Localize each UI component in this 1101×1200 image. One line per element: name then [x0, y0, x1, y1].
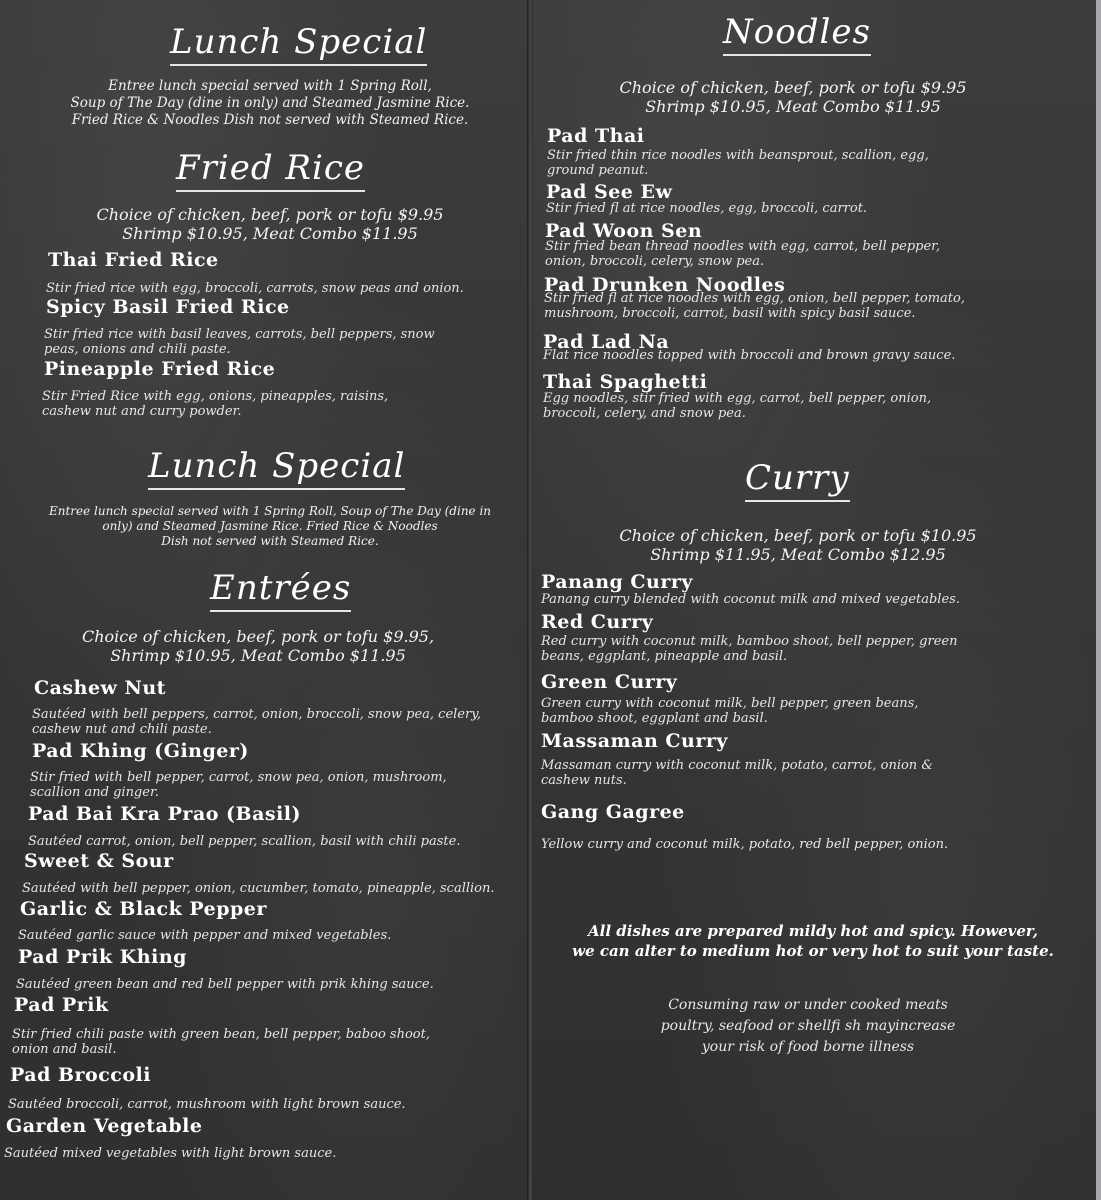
menu-item-name: Pineapple Fried Rice [44, 358, 276, 380]
menu-item-name: Pad See Ew [546, 181, 673, 203]
noodles-title: Noodles [723, 12, 871, 56]
menu-item-name: Pad Prik [14, 994, 109, 1016]
entrees-title: Entrées [210, 568, 351, 612]
menu-item-name: Massaman Curry [541, 730, 728, 752]
menu-item-description: Stir fried thin rice noodles with beansprout, scallion, egg, ground peanut. [547, 148, 929, 178]
noodles-pricing: Choice of chicken, beef, pork or tofu $9.95 Shrimp $10.95, Meat Combo $11.95 [619, 78, 967, 116]
menu-item-description: Sautéed broccoli, carrot, mushroom with light brown sauce. [8, 1097, 406, 1112]
menu-item-description: Sautéed green bean and red bell pepper with prik khing sauce. [16, 977, 434, 992]
menu-item-name: Pad Broccoli [10, 1064, 151, 1086]
menu-item-description: Stir fried rice with egg, broccoli, carrots, snow peas and onion. [46, 281, 464, 296]
entrees-pricing: Choice of chicken, beef, pork or tofu $9.95, Shrimp $10.95, Meat Combo $11.95 [81, 627, 435, 665]
menu-item-name: Pad Drunken Noodles [544, 274, 786, 296]
menu-item-name: Pad Prik Khing [18, 946, 187, 968]
menu-item-description: Sautéed with bell peppers, carrot, onion, broccoli, snow pea, celery, cashew nut and chili paste. [32, 707, 481, 737]
left-menu-page [0, 0, 528, 1200]
menu-item-description: Sautéed garlic sauce with pepper and mixed vegetables. [18, 928, 392, 943]
menu-item-name: Gang Gagree [541, 801, 685, 823]
right-menu-page [533, 0, 1096, 1200]
lunch-special-title: Lunch Special [148, 446, 405, 490]
menu-item-description: Green curry with coconut milk, bell pepper, green beans, bamboo shoot, eggplant and basil. [541, 696, 919, 726]
menu-item-description: Stir fried fl at rice noodles, egg, broccoli, carrot. [546, 201, 868, 216]
menu-item-description: Massaman curry with coconut milk, potato, carrot, onion & cashew nuts. [541, 758, 933, 788]
menu-item-name: Cashew Nut [34, 677, 166, 699]
menu-item-name: Pad Khing (Ginger) [32, 740, 249, 762]
menu-item-description: Stir fried with bell pepper, carrot, snow pea, onion, mushroom, scallion and ginger. [30, 770, 447, 800]
menu-item-description: Red curry with coconut milk, bamboo shoot, bell pepper, green beans, eggplant, pineapple and basil. [541, 634, 958, 664]
fried-rice-title: Fried Rice [176, 148, 365, 192]
menu-item-description: Stir fried chili paste with green bean, bell pepper, baboo shoot, onion and basil. [12, 1027, 430, 1057]
menu-item-description: Sautéed mixed vegetables with light brown sauce. [4, 1146, 337, 1161]
menu-item-description: Yellow curry and coconut milk, potato, red bell pepper, onion. [541, 837, 949, 852]
menu-item-name: Pad Bai Kra Prao (Basil) [28, 803, 302, 825]
lunch-special-note: Entree lunch special served with 1 Spring Roll, Soup of The Day (dine in only) and Steamed Jasmine Rice. Fried Rice & Noodles Dish not served with Steamed Rice. [70, 78, 470, 128]
menu-item-description: Egg noodles, stir fried with egg, carrot, bell pepper, onion, broccoli, celery, and snow pea. [543, 391, 932, 421]
menu-item-name: Sweet & Sour [24, 850, 174, 872]
menu-item-name: Panang Curry [541, 571, 693, 593]
menu-item-name: Spicy Basil Fried Rice [46, 296, 290, 318]
menu-item-description: Stir fried rice with basil leaves, carrots, bell peppers, snow peas, onions and chili paste. [44, 327, 435, 357]
menu-item-name: Green Curry [541, 671, 678, 693]
menu-item-description: Panang curry blended with coconut milk and mixed vegetables. [541, 592, 960, 607]
menu-item-name: Pad Lad Na [543, 331, 670, 353]
spice-level-notice: All dishes are prepared mildy hot and spicy. However, we can alter to medium hot or very hot to suit your taste. [572, 922, 1054, 960]
page-edge [1096, 0, 1101, 1200]
food-safety-disclaimer: Consuming raw or under cooked meats poultry, seafood or shellfi sh mayincrease your risk of food borne illness [660, 997, 956, 1055]
menu-item-description: Stir fried fl at rice noodles with egg, onion, bell pepper, tomato, mushroom, broccoli, carrot, basil with spicy basil sauce. [544, 291, 965, 321]
menu-item-name: Garden Vegetable [6, 1115, 203, 1137]
menu-item-name: Garlic & Black Pepper [20, 898, 267, 920]
menu-item-name: Red Curry [541, 611, 654, 633]
menu-item-description: Stir fried bean thread noodles with egg, carrot, bell pepper, onion, broccoli, celery, snow pea. [545, 239, 941, 269]
curry-pricing: Choice of chicken, beef, pork or tofu $10.95 Shrimp $11.95, Meat Combo $12.95 [619, 526, 977, 564]
menu-item-description: Stir Fried Rice with egg, onions, pineapples, raisins, cashew nut and curry powder. [42, 389, 389, 419]
lunch-special-title: Lunch Special [170, 22, 427, 66]
menu-item-name: Pad Woon Sen [545, 220, 703, 242]
menu-item-name: Thai Fried Rice [48, 249, 219, 271]
lunch-special-note: Entree lunch special served with 1 Spring Roll, Soup of The Day (dine in only) and Steamed Jasmine Rice. Fried Rice & Noodles Dish not served with Steamed Rice. [48, 504, 492, 548]
menu-item-name: Thai Spaghetti [543, 371, 708, 393]
menu-item-name: Pad Thai [547, 125, 645, 147]
menu-item-description: Sautéed carrot, onion, bell pepper, scallion, basil with chili paste. [28, 834, 461, 849]
menu-item-description: Sautéed with bell pepper, onion, cucumber, tomato, pineapple, scallion. [22, 881, 495, 896]
menu-item-description: Flat rice noodles topped with broccoli and brown gravy sauce. [543, 348, 956, 363]
fried-rice-pricing: Choice of chicken, beef, pork or tofu $9.95 Shrimp $10.95, Meat Combo $11.95 [96, 205, 444, 243]
curry-title: Curry [745, 458, 850, 502]
